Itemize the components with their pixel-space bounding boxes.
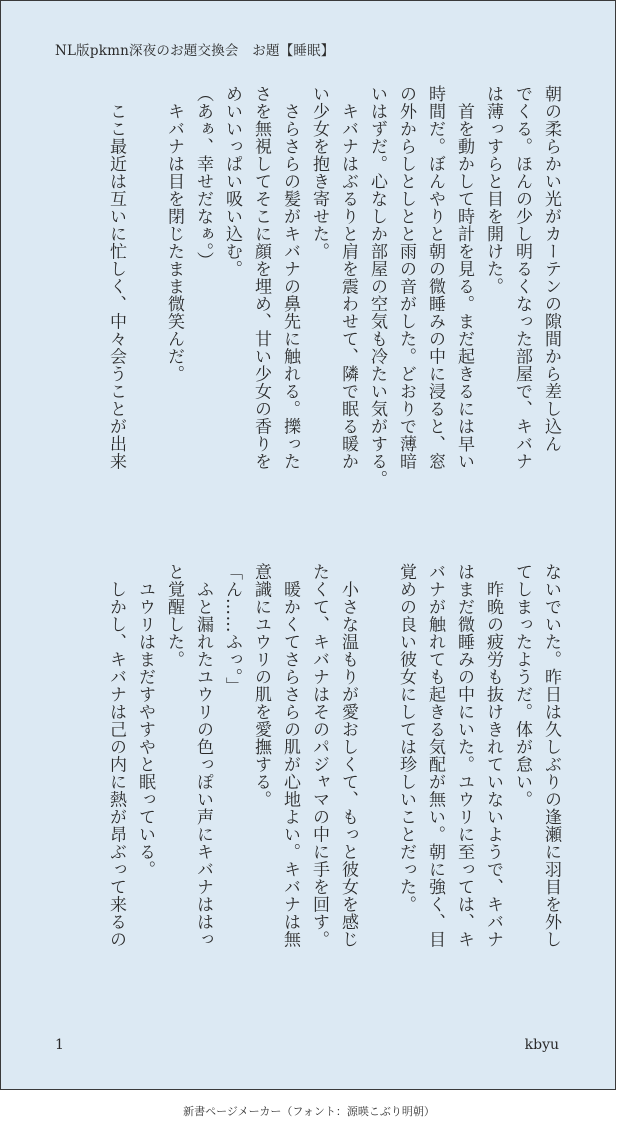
paragraph: 首を動かして時計を見る。まだ起きるには早い 時間だ。ぼんやりと朝の微睡みの中に浸ると、窓 の外からしとしとと雨の音がした。どおりで薄暗 いはずだ。心なしか部屋の空気も冷たい気がする。 <box>367 85 474 488</box>
paragraph: さらさらの髪がキバナの鼻先に触れる。擽った さを無視してそこに顔を埋め、甘い少女の香りを めいいっぱい吸い込む。 <box>222 85 300 470</box>
paragraph: （あぁ、幸せだなぁ。） <box>193 85 213 269</box>
paragraph: 朝の柔らかい光がカーテンの隙間から差し込ん でくる。ほんの少し明るくなった部屋で、キバナ は薄っすらと目を開けた。 <box>483 85 561 470</box>
paragraph: キバナは目を閉じたまま微笑んだ。 <box>164 85 184 383</box>
paragraph: 暖かくてさらさらの肌が心地よい。キバナは無 意識にユウリの肌を愛撫する。 <box>251 563 300 948</box>
text-block-bottom <box>43 563 565 1001</box>
paragraph-blank <box>362 563 391 1001</box>
page-header-title: NL版pkmn深夜のお題交換会 お題【睡眠】 <box>55 43 335 59</box>
paragraph: ふと漏れたユウリの色っぽい声にキバナははっ と覚醒した。 <box>164 563 213 948</box>
paragraph: 「ん……ふっ。」 <box>222 563 242 695</box>
text-block-top <box>43 85 565 523</box>
paragraph-blank <box>130 85 159 523</box>
generator-credit: 新書ページメーカー（フォント：源暎こぶり明朝） <box>183 1105 435 1118</box>
author-name: kbyu <box>524 1037 559 1053</box>
paragraph: ここ最近は互いに忙しく、中々会うことが出来 <box>106 85 126 470</box>
paragraph: 小さな温もりが愛おしくて、もっと彼女を感じ たくて、キバナはそのパジャマの中に手を回す。 <box>309 563 358 948</box>
paragraph: ユウリはまだすやすやと眠っている。 <box>135 563 155 878</box>
paragraph: 昨晩の疲労も抜けきれていないようで、キバナ はまだ微睡みの中にいた。ユウリに至っては、キ バナが触れても起きる気配が無い。朝に強く、目 覚めの良い彼女にしては珍しいことだった。 <box>396 563 503 948</box>
page-number: 1 <box>55 1037 64 1053</box>
paragraph: しかし、キバナは己の内に熱が昂ぶって来るの <box>106 563 126 948</box>
paragraph: キバナはぶるりと肩を震わせて、隣で眠る暖か い少女を抱き寄せた。 <box>309 85 358 470</box>
paragraph: ないでいた。昨日は久しぶりの逢瀬に羽目を外し てしまったようだ。体が怠い。 <box>512 563 561 948</box>
